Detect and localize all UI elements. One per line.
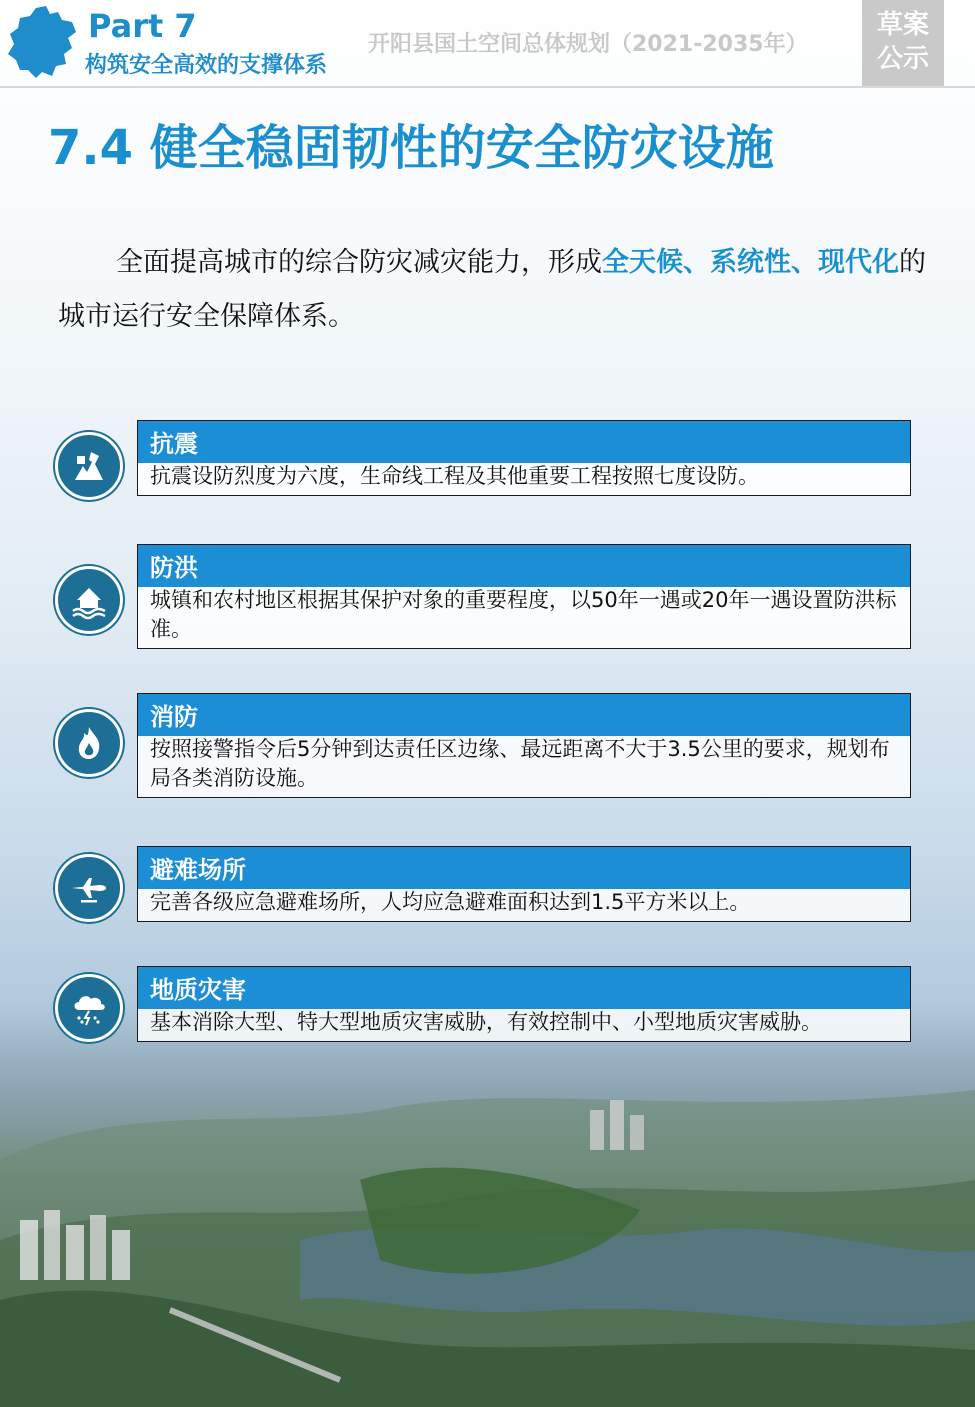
- part-subtitle: 构筑安全高效的支撑体系: [85, 53, 328, 78]
- draft-label-line2: 公示: [876, 44, 929, 74]
- header-divider: [0, 86, 975, 88]
- fire-icon: [55, 709, 123, 777]
- earthquake-icon: [55, 432, 123, 500]
- card-fire: [137, 693, 911, 798]
- draft-label-line1: 草案: [876, 10, 929, 40]
- card-flood: [137, 544, 911, 649]
- card-text: 完善各级应急避难场所，人均应急避难面积达到1.5平方米以上。: [150, 890, 751, 914]
- card-title: 避难场所: [150, 856, 246, 884]
- card-shelter: [137, 846, 911, 922]
- storm-icon: [55, 974, 123, 1042]
- county-map-icon: [6, 4, 82, 80]
- card-title: 消防: [150, 703, 198, 731]
- airplane-icon: [55, 854, 123, 922]
- card-text: 按照接警指令后5分钟到达责任区边缘、最远距离不大于3.5公里的要求，规划布局各类消防设施。: [150, 737, 890, 790]
- page-header: [0, 0, 975, 88]
- card-title: 防洪: [150, 554, 198, 582]
- intro-text-end: 的城市运行安全保障体系。: [58, 247, 926, 332]
- card-header: [138, 545, 910, 587]
- draft-badge: [862, 0, 944, 86]
- card-text: 基本消除大型、特大型地质灾害威胁，有效控制中、小型地质灾害威胁。: [150, 1010, 822, 1034]
- section-title: 7.4 健全稳固韧性的安全防灾设施: [48, 120, 774, 176]
- card-header: [138, 847, 910, 889]
- intro-paragraph: [58, 236, 928, 344]
- card-title: 抗震: [150, 430, 198, 458]
- part-number: Part 7: [88, 7, 197, 45]
- card-header: [138, 967, 910, 1009]
- intro-text-start: 全面提高城市的综合防灾减灾能力，形成: [116, 247, 602, 278]
- flood-icon: [55, 566, 123, 634]
- city-aerial-background: [0, 1040, 975, 1407]
- card-title: 地质灾害: [150, 976, 246, 1004]
- intro-highlight: 全天候、系统性、现代化: [602, 247, 899, 278]
- card-earthquake: [137, 420, 911, 496]
- card-header: [138, 421, 910, 463]
- card-text: 城镇和农村地区根据其保护对象的重要程度，以50年一遇或20年一遇设置防洪标准。: [150, 588, 897, 641]
- card-geological: [137, 966, 911, 1042]
- card-header: [138, 694, 910, 736]
- document-title: 开阳县国土空间总体规划（2021-2035年）: [368, 32, 808, 57]
- card-text: 抗震设防烈度为六度，生命线工程及其他重要工程按照七度设防。: [150, 464, 759, 488]
